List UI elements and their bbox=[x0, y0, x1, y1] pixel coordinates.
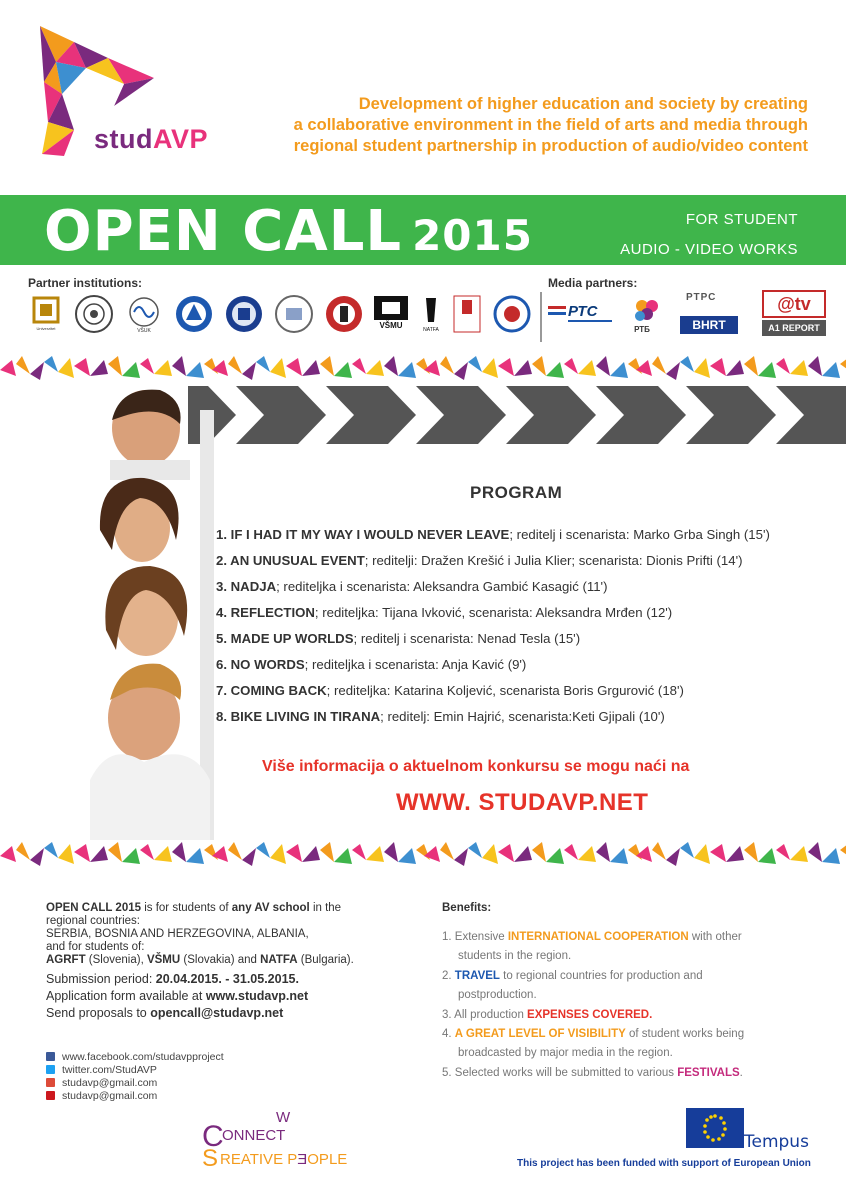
partners-label: Partner institutions: bbox=[28, 276, 143, 290]
people-photo-image bbox=[80, 380, 230, 840]
media-divider bbox=[540, 292, 542, 342]
rtc-logo: РТС bbox=[548, 300, 612, 322]
decorative-triangle-strip-top bbox=[0, 352, 846, 382]
open-call-info: OPEN CALL 2015 is for students of any AV school in the regional countries: SERBIA, BOSNIA AND HERZEGOVINA, ALBANIA, and for students of: AGRFT (Slovenia), VŠMU (Slovakia) and NATFA (Bulgaria). Submission period: 20.04.2015. - 31.05.2015. Application form available at www.studavp.net Send proposals to opencall@studavp.net bbox=[46, 902, 396, 1022]
svg-text:W: W bbox=[276, 1109, 291, 1126]
open-call-banner bbox=[0, 195, 846, 265]
more-info-text: Više informacija o aktuelnom konkursu se mogu naći na bbox=[262, 758, 690, 775]
program-item: 4. REFLECTION; rediteljka: Tijana Ivković, scenarista: Aleksandra Mrđen (12') bbox=[216, 605, 673, 620]
application-link[interactable]: www.studavp.net bbox=[205, 989, 309, 1003]
banner-subtitle: FOR STUDENT AUDIO - VIDEO WORKS bbox=[620, 211, 798, 258]
svg-text:РТБ: РТБ bbox=[634, 325, 650, 334]
benefits-title: Benefits: bbox=[442, 902, 492, 914]
tagline: Development of higher education and society by creating a collaborative environment in the field of arts and media through regional student partnership in production of audio/video content bbox=[293, 95, 808, 155]
google-plus-icon bbox=[46, 1078, 55, 1087]
ptb-logo bbox=[630, 296, 666, 336]
social-links bbox=[46, 1050, 346, 1102]
program-item: 6. NO WORDS; rediteljka i scenarista: Anja Kavić (9') bbox=[216, 657, 527, 672]
logo-wordmark: studAVP bbox=[94, 124, 209, 154]
bhrt-logo: РТРС BHRT bbox=[680, 292, 738, 336]
eu-flag-icon bbox=[686, 1108, 744, 1148]
svg-text:S: S bbox=[202, 1145, 219, 1168]
program-item: 5. MADE UP WORLDS; reditelj i scenarista: Nenad Tesla (15') bbox=[216, 631, 581, 646]
media-logos bbox=[548, 290, 838, 342]
connect-creative-people-logo bbox=[200, 1108, 400, 1168]
benefit-item: 5. Selected works will be submitted to various FESTIVALS. bbox=[442, 1066, 743, 1079]
program-list bbox=[216, 527, 836, 735]
program-item: 8. BIKE LIVING IN TIRANA; reditelj: Emin Hajrić, scenarista:Keti Gjipali (10') bbox=[216, 709, 665, 724]
partner-logos bbox=[26, 294, 526, 340]
website-link[interactable]: WWW. STUDAVP.NET bbox=[396, 789, 649, 816]
media-partners-label: Media partners: bbox=[548, 276, 638, 290]
tempus-label: Tempus bbox=[744, 1132, 809, 1152]
svg-text:VŠMU: VŠMU bbox=[379, 321, 403, 330]
svg-text:VŠUK: VŠUK bbox=[137, 328, 151, 334]
university-red-blue-seal-icon bbox=[492, 294, 532, 334]
arrow-chevrons-banner bbox=[188, 386, 846, 444]
svg-text:NATFA: NATFA bbox=[423, 327, 439, 333]
social-row[interactable]: www.facebook.com/studavpproject bbox=[46, 1050, 346, 1063]
benefit-item: 1. Extensive INTERNATIONAL COOPERATION with other bbox=[442, 931, 742, 943]
svg-text:REATIVE PƎOPLE: REATIVE PƎOPLE bbox=[220, 1151, 348, 1168]
tempus-logo bbox=[686, 1108, 826, 1156]
university-ljubljana-logo-icon bbox=[452, 294, 482, 334]
open-call-year: 2015 bbox=[412, 211, 533, 260]
natfa-logo-icon bbox=[420, 294, 442, 334]
send-proposals: Send proposals to opencall@studavp.net bbox=[46, 1006, 284, 1020]
header bbox=[0, 0, 846, 195]
university-blue-seal-logo-icon bbox=[174, 294, 214, 334]
ptb-flower-icon bbox=[630, 296, 666, 336]
vsmu-logo-icon bbox=[370, 294, 412, 334]
program-item: 1. IF I HAD IT MY WAY I WOULD NEVER LEAVE; reditelj i scenarista: Marko Grba Singh (15') bbox=[216, 527, 770, 542]
funding-notice: This project has been funded with support of European Union bbox=[517, 1158, 811, 1169]
university-arts-belgrade-logo-icon bbox=[26, 294, 66, 334]
email-link[interactable]: opencall@studavp.net bbox=[150, 1006, 284, 1020]
social-row[interactable]: twitter.com/StudAVP bbox=[46, 1063, 346, 1076]
vsuk-logo-icon bbox=[124, 294, 164, 334]
svg-text:Univerzitet: Univerzitet bbox=[36, 326, 56, 331]
decorative-triangle-strip-bottom bbox=[0, 838, 846, 868]
benefit-item: 3. All production EXPENSES COVERED. bbox=[442, 1008, 653, 1021]
benefit-item: 4. A GREAT LEVEL OF VISIBILITY of student works being bbox=[442, 1028, 745, 1041]
social-row[interactable]: studavp@gmail.com bbox=[46, 1076, 346, 1089]
benefit-item-cont: students in the region. bbox=[458, 950, 572, 963]
academy-seal-logo-icon bbox=[224, 294, 264, 334]
svg-text:ONNECT: ONNECT bbox=[222, 1127, 286, 1144]
open-call-title: OPEN CALL 2015 bbox=[44, 199, 533, 264]
submission-period: Submission period: 20.04.2015. - 31.05.2015. bbox=[46, 972, 299, 986]
program-item: 2. AN UNUSUAL EVENT; reditelji: Dražen Krešić i Julia Klier; scenarista: Dionis Prifti (14') bbox=[216, 553, 743, 568]
program-item: 3. NADJA; rediteljka i scenarista: Aleksandra Gambić Kasagić (11') bbox=[216, 579, 608, 594]
red-university-logo-icon bbox=[324, 294, 364, 334]
benefits-list bbox=[442, 928, 802, 1083]
svg-text:C: C bbox=[202, 1120, 224, 1153]
facebook-icon bbox=[46, 1052, 55, 1061]
twitter-icon bbox=[46, 1065, 55, 1074]
program-item: 7. COMING BACK; rediteljka: Katarina Koljević, scenarista Boris Grgurović (18') bbox=[216, 683, 684, 698]
social-row[interactable]: studavp@gmail.com bbox=[46, 1089, 346, 1102]
benefit-item-cont: broadcasted by major media in the region. bbox=[458, 1047, 673, 1060]
benefit-item-cont: postproduction. bbox=[458, 989, 537, 1002]
benefit-item: 2. TRAVEL to regional countries for production and bbox=[442, 969, 703, 982]
atv-logo: @tv A1 REPORT bbox=[762, 290, 826, 338]
university-seal-logo-icon bbox=[74, 294, 114, 334]
youtube-icon bbox=[46, 1091, 55, 1100]
faculty-seal-logo-icon bbox=[274, 294, 314, 334]
program-title: PROGRAM bbox=[470, 483, 563, 502]
application-form: Application form available at www.studavp.net bbox=[46, 989, 309, 1003]
